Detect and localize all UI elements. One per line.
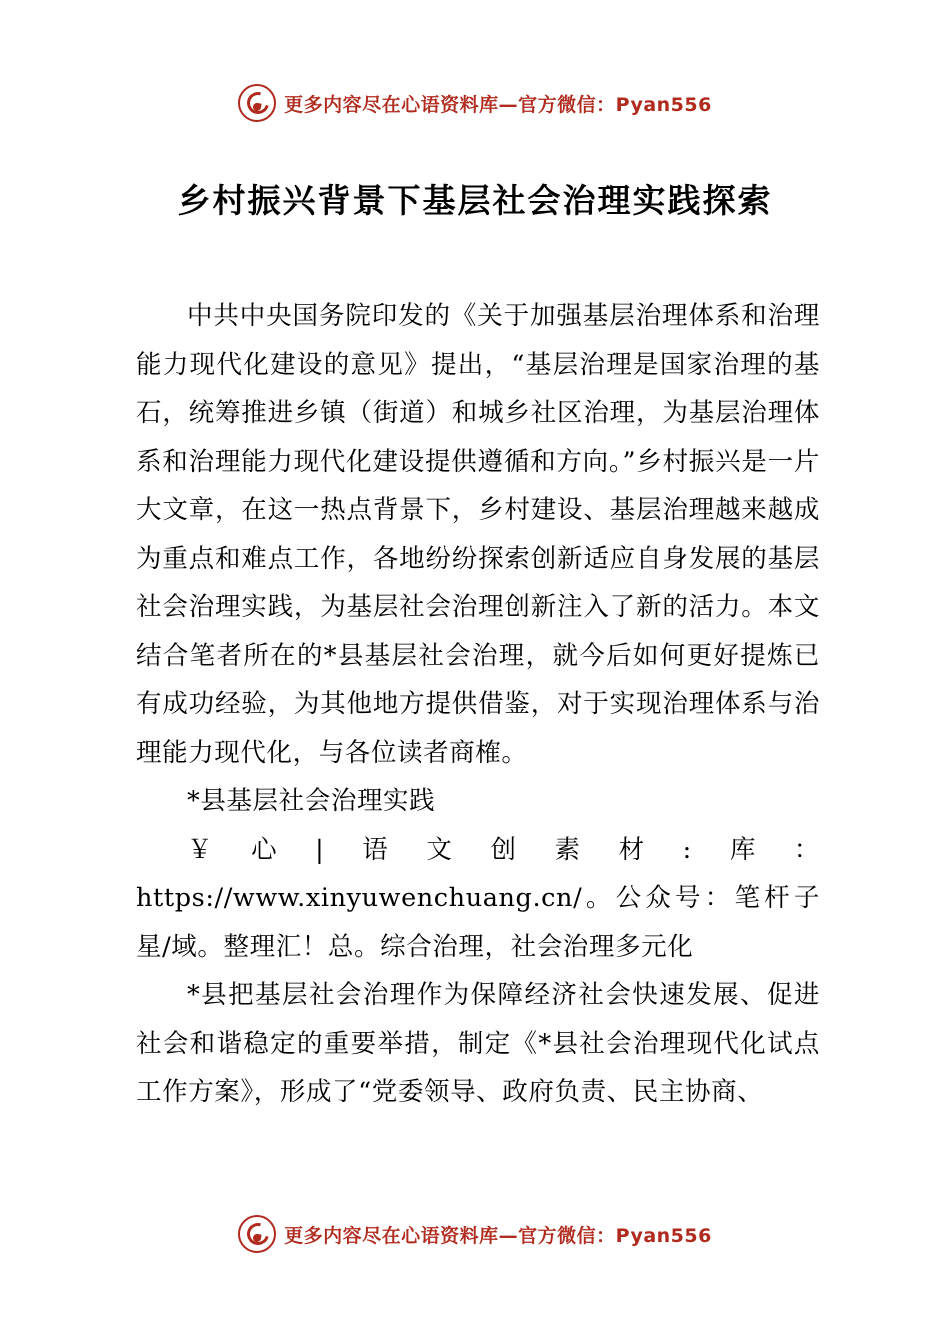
paragraph: 中共中央国务院印发的《关于加强基层治理体系和治理能力现代化建设的意见》提出，“基层治理是国家治理的基石，统筹推进乡镇（街道）和城乡社区治理，为基层治理体系和治理能力现代化建设提供遵循和方向。”乡村振兴是一片大文章，在这一热点背景下，乡村建设、基层治理越来越成为重点和难点工作，各地纷纷探索创新适应自身发展的基层社会治理实践，为基层社会治理创新注入了新的活力。本文结合笔者所在的*县基层社会治理，就今后如何更好提炼已有成功经验，为其他地方提供借鉴，对于实现治理体系与治理能力现代化，与各位读者商榷。 bbox=[136, 301, 820, 768]
watermark-wechat: 官方微信：Pyan556 bbox=[518, 93, 712, 116]
watermark-slogan: 更多内容尽在心语资料库— bbox=[284, 93, 519, 116]
bird-circle-logo-icon bbox=[238, 1215, 276, 1253]
header-watermark bbox=[0, 84, 950, 122]
document-body bbox=[136, 292, 820, 1117]
bird-circle-logo-icon bbox=[238, 84, 276, 122]
footer-watermark bbox=[0, 1215, 950, 1253]
paragraph: *县把基层社会治理作为保障经济社会快速发展、促进社会和谐稳定的重要举措，制定《*县社会治理现代化试点工作方案》，形成了“党委领导、政府负责、民主协商、 bbox=[136, 980, 820, 1107]
paragraph: *县基层社会治理实践 bbox=[187, 786, 436, 816]
paragraph: ￥心|语文创素材:库：https://www.xinyuwenchuang.cn/。公众号：笔杆子星/域。整理汇！总。综合治理，社会治理多元化 bbox=[136, 834, 820, 962]
watermark-slogan: 更多内容尽在心语资料库— bbox=[284, 1224, 519, 1247]
page-title: 乡村振兴背景下基层社会治理实践探索 bbox=[177, 181, 773, 220]
watermark-wechat: 官方微信：Pyan556 bbox=[518, 1224, 712, 1247]
